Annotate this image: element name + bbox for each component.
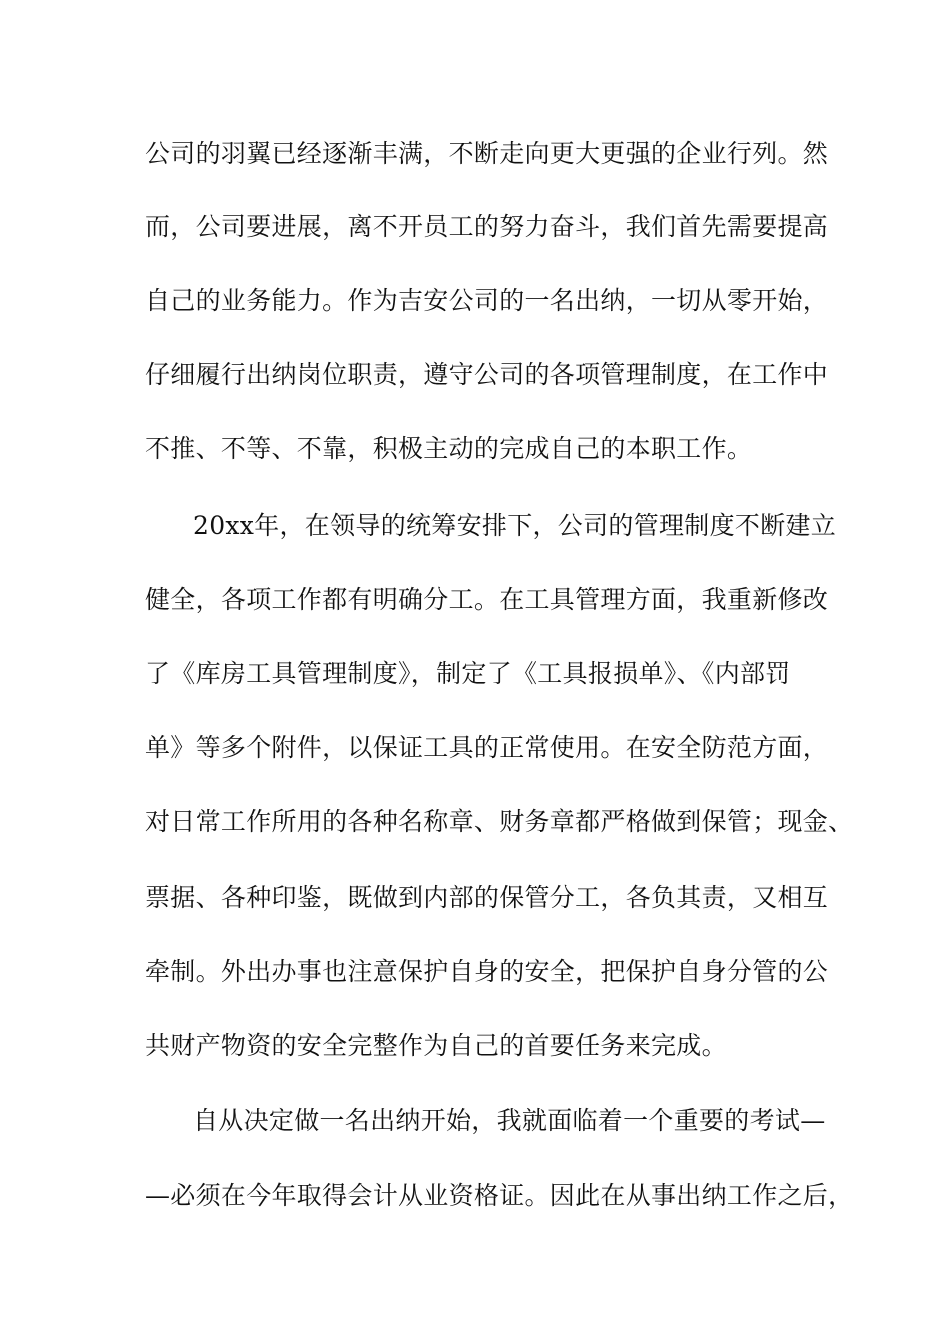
- text-line: 牵制。外出办事也注意保护自身的安全，把保护自身分管的公: [145, 957, 829, 986]
- text-line: 健全，各项工作都有明确分工。在工具管理方面，我重新修改: [145, 585, 829, 614]
- text-line: —必须在今年取得会计从业资格证。因此在从事出纳工作之后，: [145, 1181, 854, 1210]
- text-line: 而，公司要进展，离不开员工的努力奋斗，我们首先需要提高: [145, 212, 829, 241]
- text-line: 不推、不等、不靠，积极主动的完成自己的本职工作。: [145, 434, 753, 463]
- text-line: 票据、各种印鉴，既做到内部的保管分工，各负其责，又相互: [145, 883, 829, 912]
- text-line: 公司的羽翼已经逐渐丰满，不断走向更大更强的企业行列。然: [145, 139, 829, 168]
- text-line: 了《库房工具管理制度》，制定了《工具报损单》、《内部罚: [145, 659, 791, 688]
- text-line: 共财产物资的安全完整作为自己的首要任务来完成。: [145, 1031, 727, 1060]
- text-line: 仔细履行出纳岗位职责，遵守公司的各项管理制度，在工作中: [145, 360, 829, 389]
- paragraph-start-line: 自从决定做一名出纳开始，我就面临着一个重要的考试—: [193, 1106, 826, 1135]
- paragraph-start-line: 20xx年，在领导的统筹安排下，公司的管理制度不断建立: [193, 511, 837, 540]
- text-line: 单》等多个附件，以保证工具的正常使用。在安全防范方面，: [145, 733, 829, 762]
- text-line: 对日常工作所用的各种名称章、财务章都严格做到保管；现金、: [145, 807, 854, 836]
- text-line: 自己的业务能力。作为吉安公司的一名出纳，一切从零开始，: [145, 286, 829, 315]
